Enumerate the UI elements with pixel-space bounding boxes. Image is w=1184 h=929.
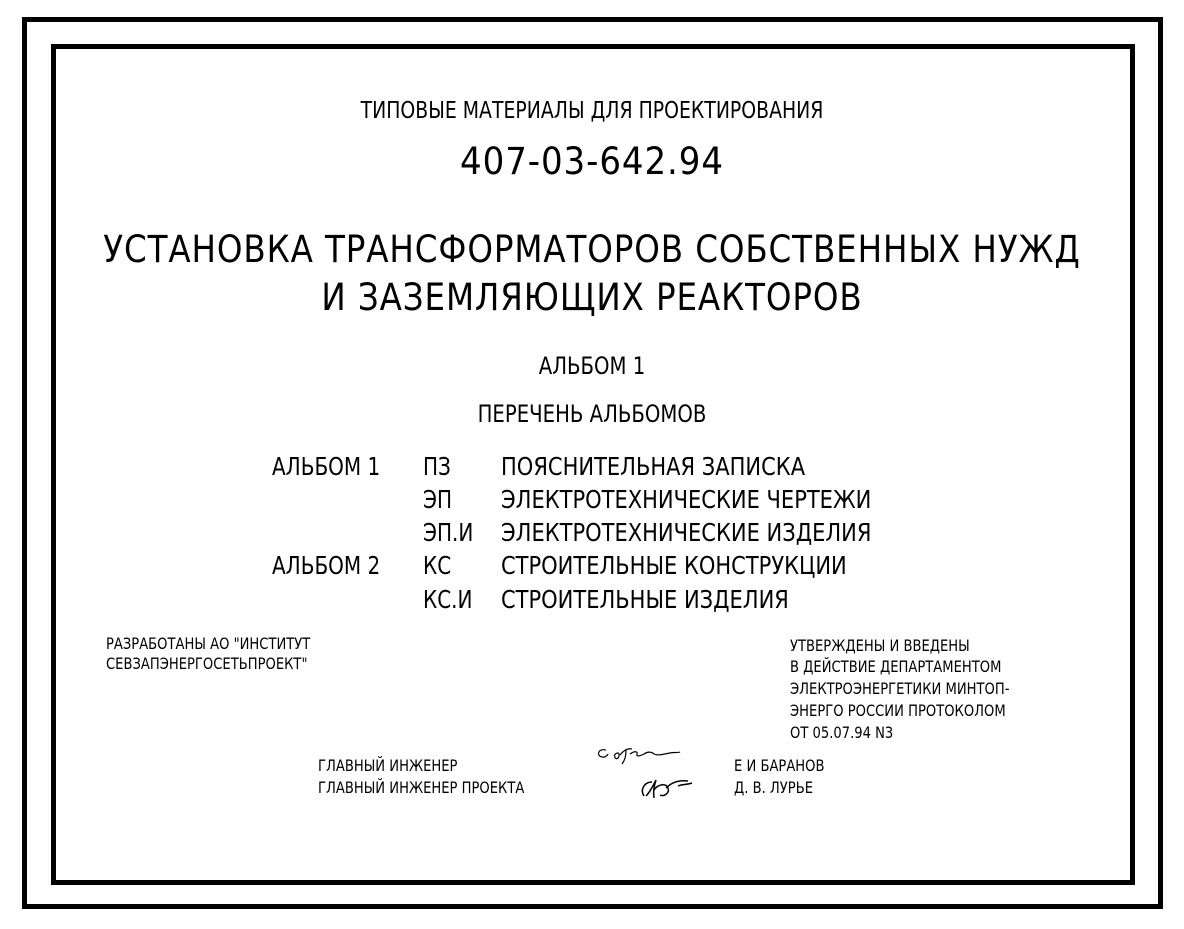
albums-list-heading: ПЕРЕЧЕНЬ АЛЬБОМОВ <box>477 400 707 428</box>
approval-line: В ДЕЙСТВИЕ ДЕПАРТАМЕНТОМ <box>790 657 1002 676</box>
developer-line: СЕВЗАПЭНЕРГОСЕТЬПРОЕКТ" <box>106 654 308 673</box>
series-heading: ТИПОВЫЕ МАТЕРИАЛЫ ДЛЯ ПРОЕКТИРОВАНИЯ <box>360 98 824 124</box>
name-cell: СТРОИТЕЛЬНЫЕ ИЗДЕЛИЯ <box>501 585 789 614</box>
signatory-name: Е И БАРАНОВ <box>734 756 825 775</box>
name-cell: СТРОИТЕЛЬНЫЕ КОНСТРУКЦИИ <box>501 551 847 580</box>
developer-line: РАЗРАБОТАНЫ АО "ИНСТИТУТ <box>106 634 311 653</box>
signatory-name: Д. В. ЛУРЬЕ <box>734 778 814 797</box>
series-code: 407-03-642.94 <box>460 140 724 183</box>
chief-engineer-signature <box>592 742 692 772</box>
code-cell: ЭП <box>423 485 453 514</box>
code-cell: ЭП.И <box>423 518 474 547</box>
title-line-1: УСТАНОВКА ТРАНСФОРМАТОРОВ СОБСТВЕННЫХ НУЖД <box>103 228 1081 271</box>
name-cell: ЭЛЕКТРОТЕХНИЧЕСКИЕ ЧЕРТЕЖИ <box>501 485 872 514</box>
code-cell: КС <box>423 551 452 580</box>
name-cell: ЭЛЕКТРОТЕХНИЧЕСКИЕ ИЗДЕЛИЯ <box>501 518 872 547</box>
approval-line: ЭНЕРГО РОССИИ ПРОТОКОЛОМ <box>790 701 1006 720</box>
signatory-role: ГЛАВНЫЙ ИНЖЕНЕР ПРОЕКТА <box>318 778 525 797</box>
project-engineer-signature <box>636 774 700 804</box>
approval-line: ЭЛЕКТРОЭНЕРГЕТИКИ МИНТОП- <box>790 679 1010 698</box>
signatory-role: ГЛАВНЫЙ ИНЖЕНЕР <box>318 756 458 775</box>
approval-line: УТВЕРЖДЕНЫ И ВВЕДЕНЫ <box>790 636 970 655</box>
album-cell: АЛЬБОМ 1 <box>272 452 381 481</box>
name-cell: ПОЯСНИТЕЛЬНАЯ ЗАПИСКА <box>501 452 806 481</box>
title-line-2: И ЗАЗЕМЛЯЮЩИХ РЕАКТОРОВ <box>321 276 863 319</box>
approval-line: ОТ 05.07.94 N3 <box>790 723 894 742</box>
code-cell: ПЗ <box>423 452 451 481</box>
code-cell: КС.И <box>423 585 473 614</box>
album-cell: АЛЬБОМ 2 <box>272 551 381 580</box>
album-label: АЛЬБОМ 1 <box>538 352 646 380</box>
